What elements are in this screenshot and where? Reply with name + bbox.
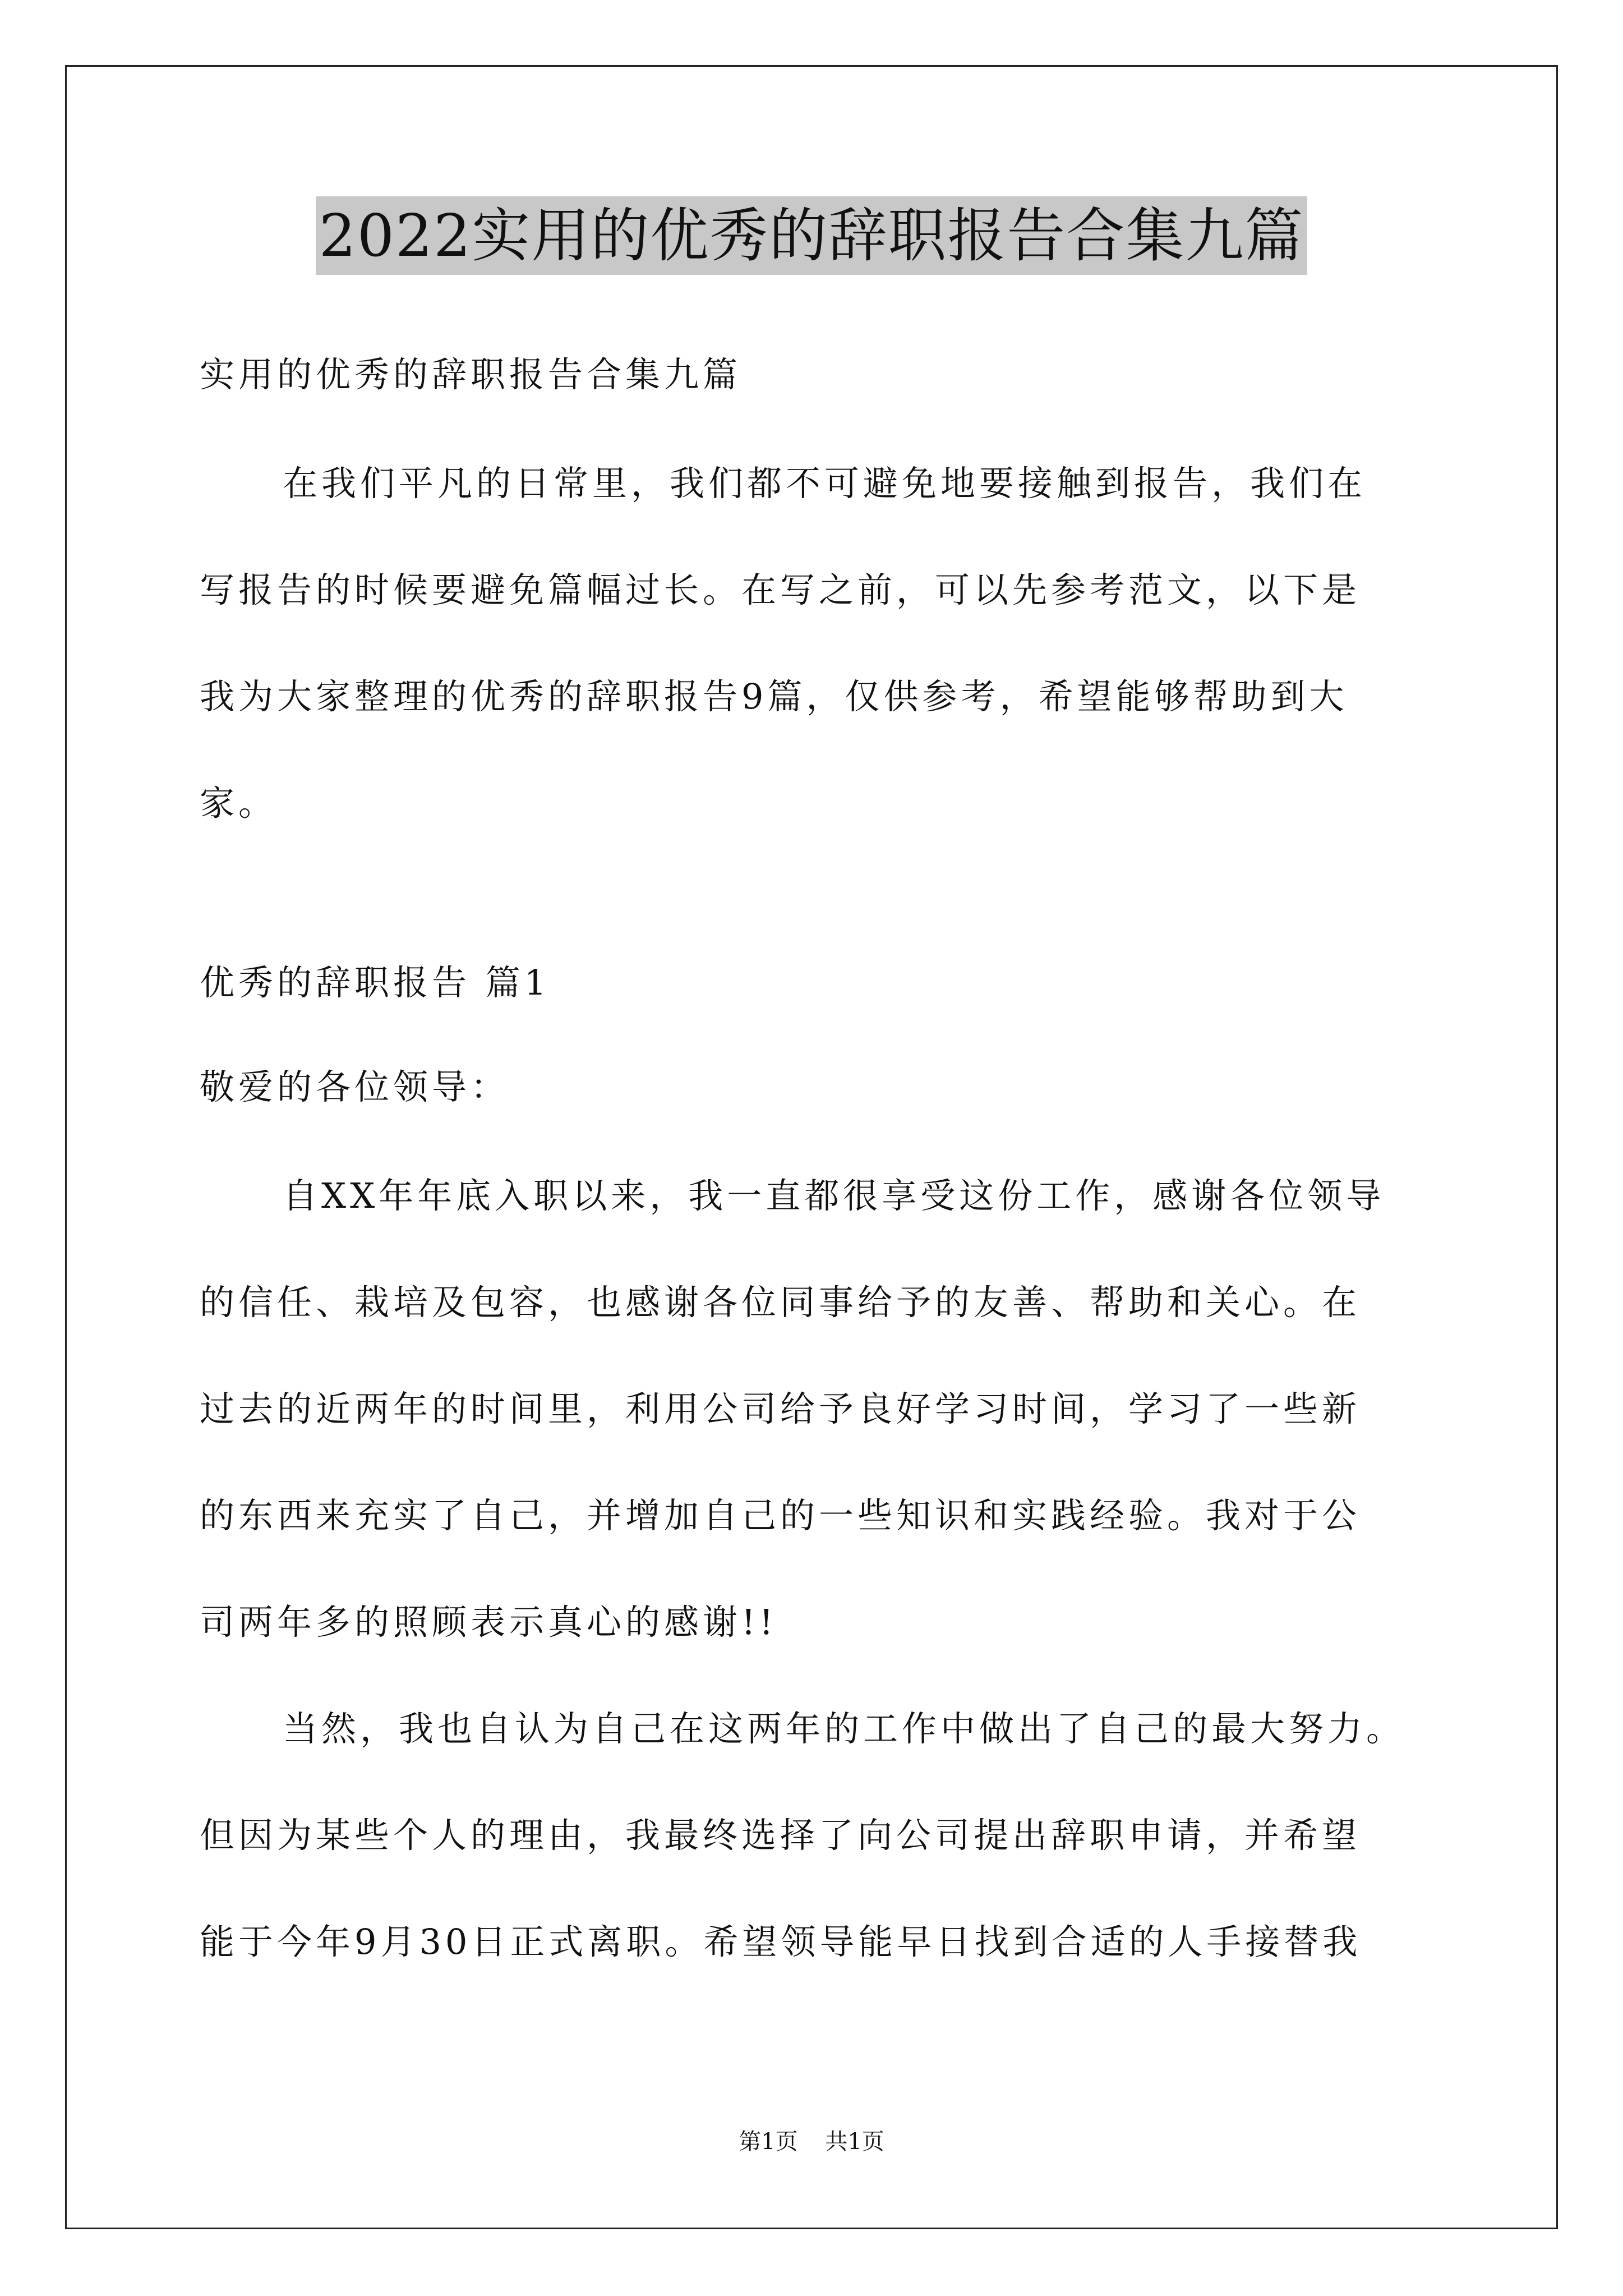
paragraph-line: 但因为某些个人的理由，我最终选择了向公司提出辞职申请，并希望 [200,1815,1361,1856]
page-total: 共1页 [825,2129,884,2155]
intro-line: 家。 [200,783,278,823]
intro-line: 在我们平凡的日常里，我们都不可避免地要接触到报告，我们在 [283,463,1367,504]
paragraph-line: 的信任、栽培及包容，也感谢各位同事给予的友善、帮助和关心。在 [200,1282,1361,1323]
paragraph-line: 的东西来充实了自己，并增加自己的一些知识和实践经验。我对于公 [200,1495,1361,1536]
document-subtitle: 实用的优秀的辞职报告合集九篇 [200,354,742,395]
paragraph-line: 当然，我也自认为自己在这两年的工作中做出了自己的最大努力。 [283,1708,1405,1749]
section-heading: 优秀的辞职报告 篇1 [200,962,551,1003]
page-number: 第1页 [739,2129,798,2155]
paragraph-line: 能于今年9月30日正式离职。希望领导能早日找到合适的人手接替我 [200,1921,1362,1962]
document-title: 2022实用的优秀的辞职报告合集九篇 [316,196,1308,275]
page-footer [0,2126,1623,2157]
paragraph-line: 自XX年年底入职以来，我一直都很享受这份工作，感谢各位领导 [283,1175,1385,1216]
paragraph-line: 过去的近两年的时间里，利用公司给予良好学习时间，学习了一些新 [200,1388,1361,1429]
salutation: 敬爱的各位领导： [200,1066,510,1107]
intro-line: 写报告的时候要避免篇幅过长。在写之前，可以先参考范文，以下是 [200,569,1361,610]
intro-line: 我为大家整理的优秀的辞职报告9篇，仅供参考，希望能够帮助到大 [200,676,1348,717]
paragraph-line: 司两年多的照顾表示真心的感谢!! [200,1602,777,1642]
title-container [0,196,1623,275]
